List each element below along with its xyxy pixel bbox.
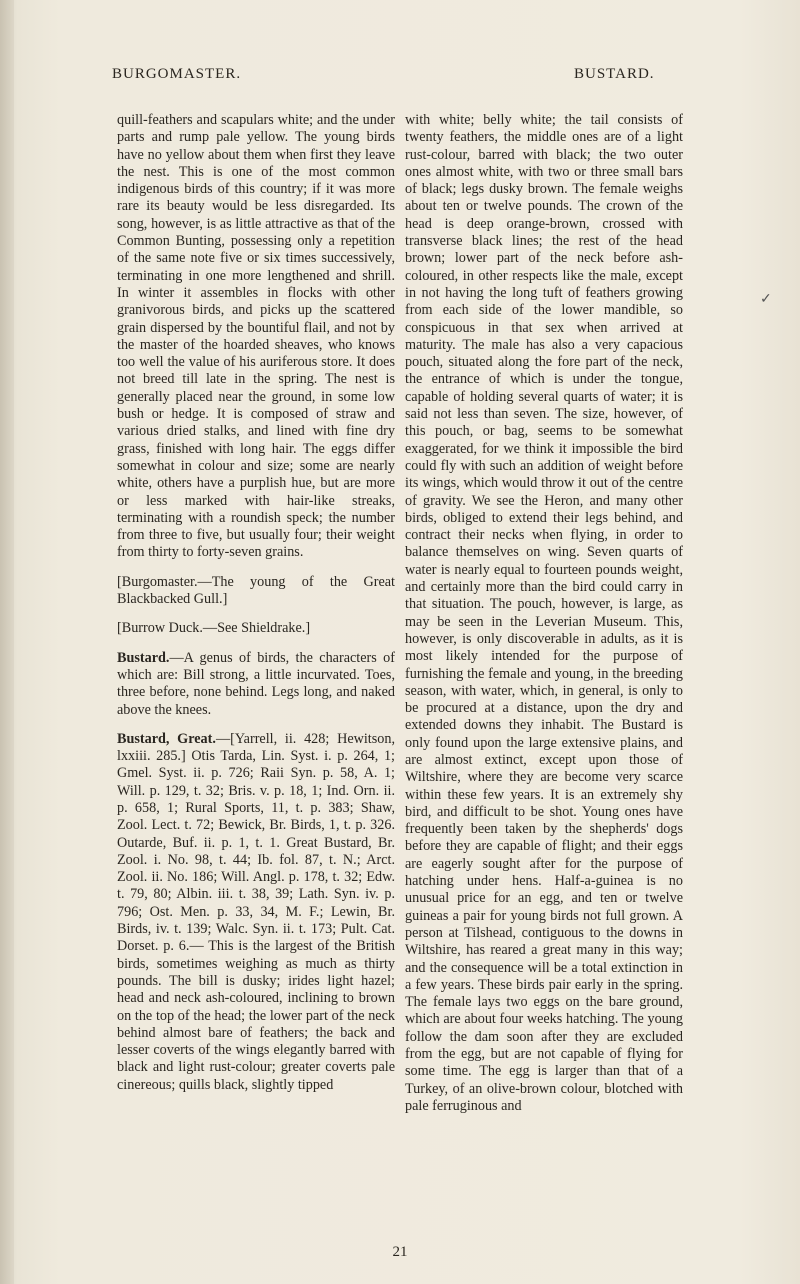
paragraph: [Burrow Duck.—See Shieldrake.]	[117, 620, 311, 637]
entry-title: Bustard.	[117, 649, 170, 666]
paragraph: quill-feathers and scapulars white; and the under parts and rump pale yellow. The young birds have no yellow about them when first they leave the nest. This is one of the most common indigenous birds of this country; if it was more rare its beauty would be less disregarded. Its song, however, is as little attractive as that of the Common Bunting, possessing only a repetition of the same note five or six times successively, terminating in one more lengthened and shrill. In winter it assembles in flocks with other granivorous birds, and picks up the scattered grain dispersed by the bountiful flail, and not by the master of the hoarded sheaves, who knows too well the value of his auriferous store. It does not breed till late in the spring. The nest is generally placed near the ground, in some low bush or hedge. It is composed of straw and various dried stalks, and lined with fine dry grass, finished with long hair. The eggs differ somewhat in colour and size; some are nearly white, others have a purplish hue, but are more or less marked with hair-like streaks, terminating with a roundish speck; the number from three to five, but usually four; their weight from thirty to forty-seven grains.	[117, 112, 395, 561]
left-column	[117, 112, 395, 1232]
header-left: BURGOMASTER.	[112, 66, 242, 82]
entry-title: Bustard, Great.	[117, 730, 216, 747]
margin-mark: ✓	[760, 292, 772, 307]
page-number: 21	[392, 1244, 408, 1260]
entry-great-bustard: Bustard, Great.—[Yarrell, ii. 428; Hewitson, lxxiii. 285.] Otis Tarda, Lin. Syst. i. p. 264, 1; Gmel. Syst. ii. p. 726; Raii Syn. p. 58, A. 1; Will. p. 129, t. 32; Bris. v. p. 18, 1; Ind. Orn. ii. p. 658, 1; Rural Sports, 11, t. p. 383; Shaw, Zool. Lect. t. 72; Bewick, Br. Birds, 1, t. p. 326. Outarde, Buf. ii. p. 1, t. 1. Great Bustard, Br. Zool. i. No. 98, t. 44; Ib. fol. 87, t. N.; Arct. Zool. ii. No. 186; Will. Angl. p. 178, t. 32; Edw. t. 79, 80; Albin. iii. t. 38, 39; Lath. Syn. iv. p. 796; Ost. Men. p. 33, 34, M. F.; Lewin, Br. Birds, iv. t. 139; Walc. Syn. ii. t. 173; Pult. Cat. Dorset. p. 6.— This is the largest of the British birds, sometimes weighing as much as thirty pounds. The bill is dusky; irides light hazel; head and neck ash-coloured, inclining to brown on the top of the head; the lower part of the neck behind almost bare of feathers; the back and lesser coverts of the wings elegantly barred with black and light rust-colour; greater coverts pale cinereous; quills black, slightly tipped	[117, 730, 395, 1093]
running-header	[0, 66, 800, 88]
paragraph: [Burgomaster.—The young of the Great Blackbacked Gull.]	[117, 573, 395, 608]
paragraph: with white; belly white; the tail consists of twenty feathers, the middle ones are of a light rust-colour, barred with black; the two outer ones almost white, with two or three small bars of black; legs dusky brown. The female weighs about ten or twelve pounds. The crown of the head is deep orange-brown, crossed with transverse black lines; the rest of the head brown; lower part of the neck before ash-coloured, in other respects like the male, except in not having the long tuft of feathers growing from each side of the lower mandible, so conspicuous in that sex when arrived at maturity. The male has also a very capacious pouch, situated along the fore part of the neck, the entrance of which is under the tongue, capable of holding several quarts of water; it is said not less than seven. The size, however, of this pouch, or bag, seems to be somewhat exaggerated, for we think it impossible the bird could fly with such an addition of weight before its wings, which would throw it out of the centre of gravity. We see the Heron, and many other birds, obliged to extend their legs behind, and contract their necks when flying, in order to balance themselves on wing. Seven quarts of water is nearly equal to fourteen pounds weight, and certainly more than the bird could carry in that situation. The pouch, however, is large, as may be seen in the Leverian Museum. This, however, is only discoverable in adults, as it is most likely intended for the purpose of furnishing the female and young, in the breeding season, with water, which, in general, is only to be procured at a distance, upon the dry and extended downs they inhabit. The Bustard is only found upon the large extensive plains, and are almost extinct, except upon those of Wiltshire, where they are become very scarce within these few years. It is an extremely shy bird, and difficult to be shot. Young ones have frequently been taken by the shepherds' dogs before they are capable of flight; and their eggs are eagerly sought after for the purpose of hatching under hens. Half-a-guinea is no unusual price for an egg, and ten or twelve guineas a pair for young birds not full grown. A person at Tilshead, contiguous to the downs in Wiltshire, has reared a great many in this way; and the consequence will be a total extinction in a few years. These birds pair early in the spring. The female lays two eggs on the bare ground, which are about four weeks hatching. The young follow the dam soon after they are excluded from the egg, but are not capable of flying for some time. The egg is larger than that of a Turkey, of an olive-brown colour, blotched with pale ferruginous and	[405, 112, 683, 1114]
right-column	[405, 112, 683, 1232]
entry-bustard: Bustard.—A genus of birds, the characters of which are: Bill strong, a little incurvated. Toes, three before, none behind. Legs long, and naked above the knees.	[117, 649, 395, 718]
header-right: BUSTARD.	[574, 66, 655, 82]
page-gutter-shadow	[0, 0, 14, 1284]
